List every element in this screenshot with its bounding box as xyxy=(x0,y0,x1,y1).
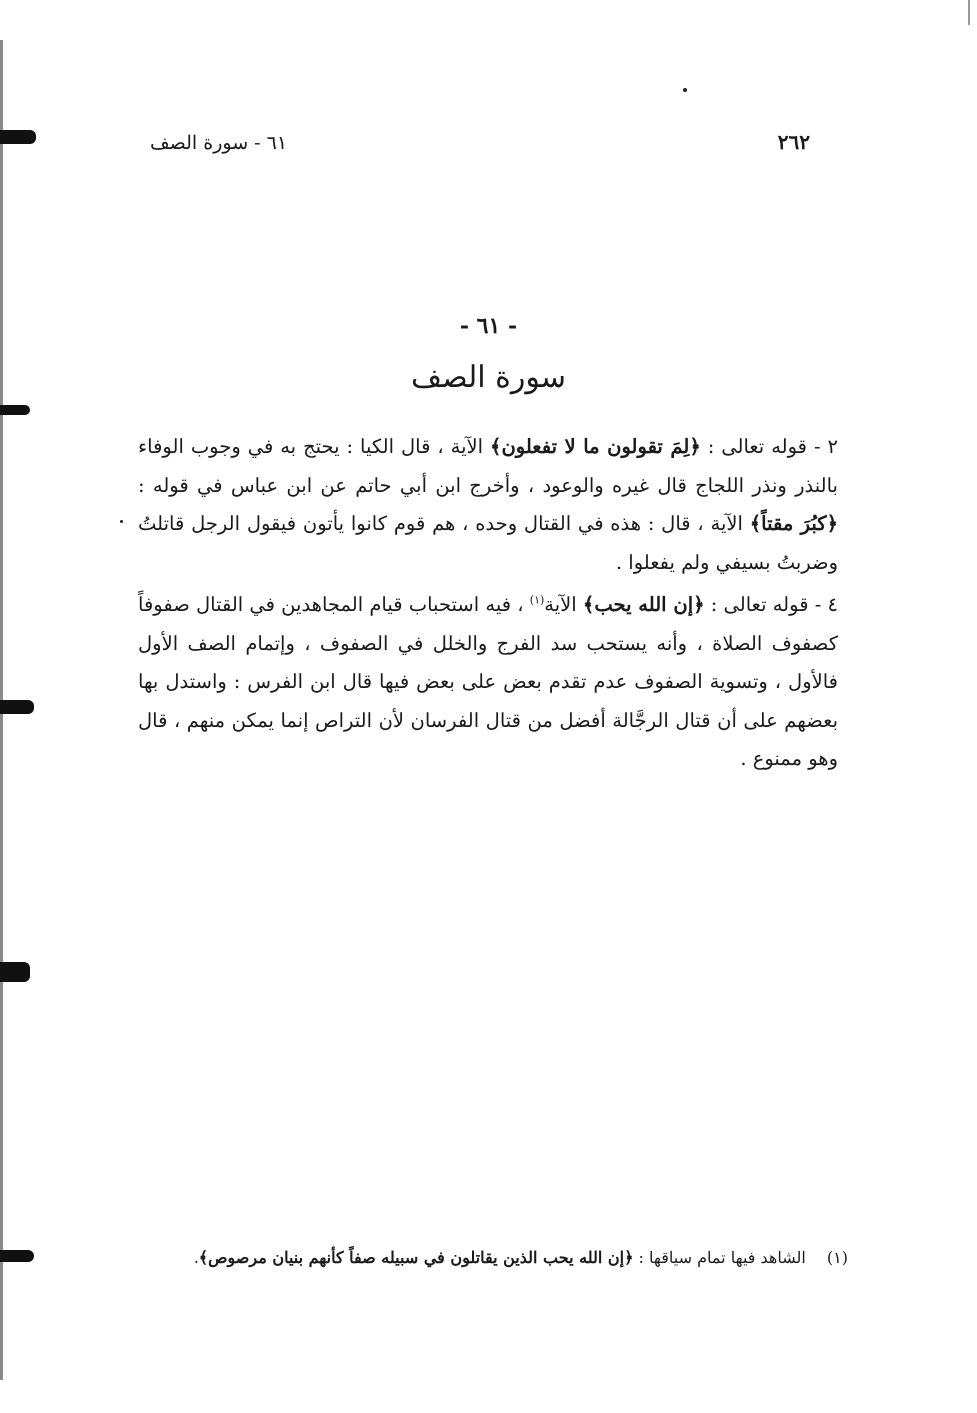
scan-edge-tick xyxy=(968,0,970,25)
binding-mark xyxy=(0,962,30,982)
body-text xyxy=(138,428,838,783)
quran-quote: ﴿لِمَ تقولون ما لا تفعلون﴾ xyxy=(490,435,701,458)
verse-intro: - قوله تعالى : xyxy=(707,435,821,458)
verse-number: ٢ xyxy=(827,435,838,458)
commentary-text: الآية ، قال : هذه في القتال وحده ، هم قوم كانوا يأتون فيقول الرجل قاتلتُ وضربتُ بسيفي ولم يفعلوا . xyxy=(138,512,838,574)
paragraph-verse-2 xyxy=(138,428,838,582)
quran-quote: ﴿إن الله يحب الذين يقاتلون في سبيله صفاً كأنهم بنيان مرصوص﴾ xyxy=(198,1248,634,1267)
footnote-reference: (١) xyxy=(529,593,545,607)
binding-mark xyxy=(0,700,34,714)
page-number: ٢٦٢ xyxy=(777,130,810,154)
verse-number: ٤ xyxy=(827,593,839,616)
binding-mark xyxy=(0,1250,34,1262)
binding-mark xyxy=(0,130,36,144)
footnote-marker: (١) xyxy=(826,1248,848,1267)
verse-intro: - قوله تعالى : xyxy=(710,593,822,616)
chapter-number: - ٦١ - xyxy=(459,313,518,339)
footnote-end: . xyxy=(193,1248,199,1267)
surah-title: سورة الصف xyxy=(411,360,566,395)
binding-mark xyxy=(0,405,30,415)
footnote-text: الشاهد فيها تمام سياقها : xyxy=(638,1248,806,1267)
scan-speck xyxy=(683,88,687,92)
paragraph-verse-4 xyxy=(138,586,838,779)
footnote xyxy=(138,1245,848,1271)
quran-quote: ﴿كبُرَ مقتاً﴾ xyxy=(749,512,839,535)
running-title: ٦١ - سورة الصف xyxy=(150,132,288,154)
commentary-text: الآية ، قال الكيا : يحتج به في وجوب الوفاء بالنذر ونذر اللجاج قال غيره والوعود ، وأخرج ابن أبي حاتم عن ابن عباس في قوله : xyxy=(138,435,838,497)
quran-quote: ﴿إن الله يحب﴾ xyxy=(582,593,705,616)
commentary-text: ، فيه استحباب قيام المجاهدين في القتال صفوفاً كصفوف الصلاة ، وأنه يستحب سد الفرج والخلل في الصفوف ، وإتمام الصف الأول فالأول ، وتسوية الصفوف عدم تقدم بعض على بعض فيها قال ابن الفرس : واستدل بها بعضهم على أن قتال الرجَّالة أفضل من قتال الفرسان لأن التراص إنما يمكن منهم ، قال وهو ممنوع . xyxy=(138,593,838,770)
commentary-text: الآية xyxy=(544,593,577,616)
scan-speck xyxy=(120,520,123,523)
running-header xyxy=(150,130,810,160)
